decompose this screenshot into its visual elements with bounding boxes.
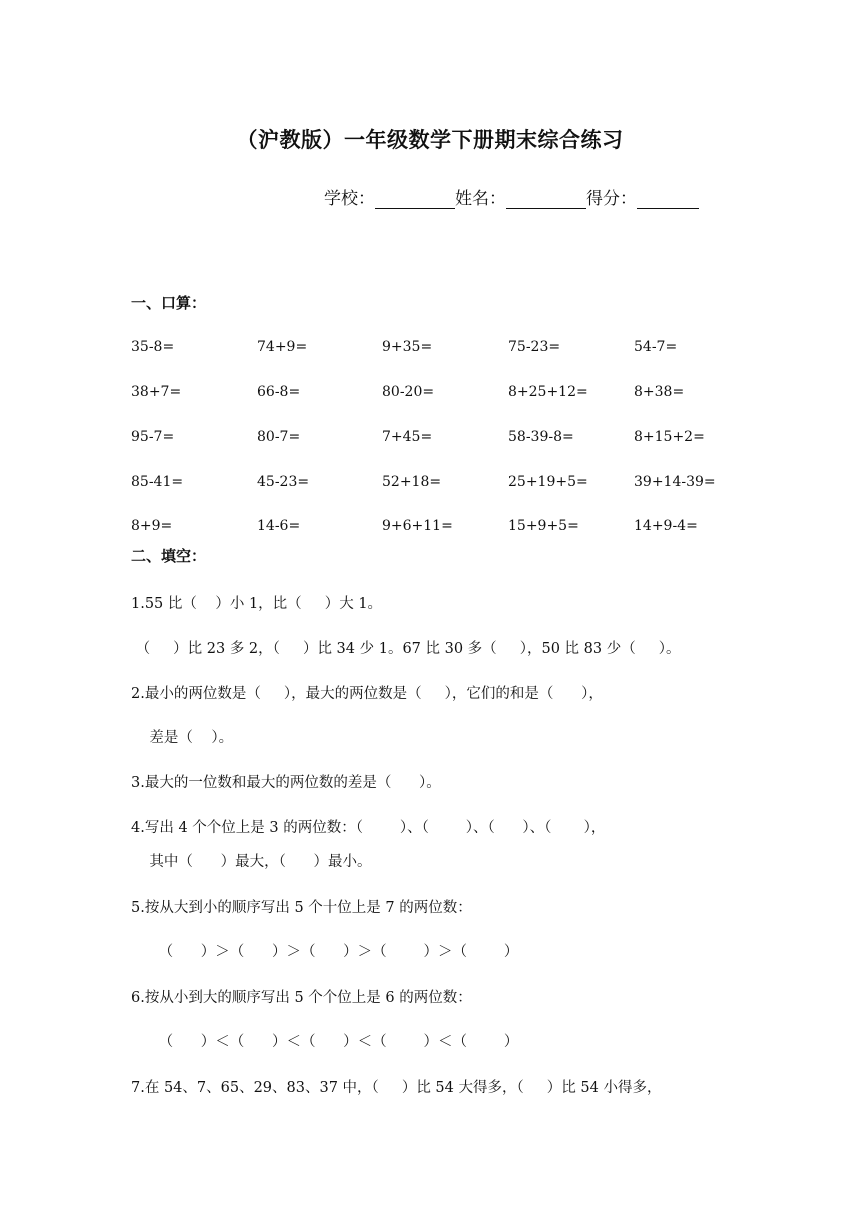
calc-item: 8+15+2= (634, 429, 705, 445)
question-line: 5.按从大到小的顺序写出 5 个十位上是 7 的两位数： (131, 900, 472, 916)
calc-item: 9+35= (382, 339, 433, 355)
calc-item: 75-23= (508, 339, 561, 355)
calc-item: 38+7= (131, 384, 182, 400)
calc-item: 14-6= (257, 518, 301, 534)
question-line: 差是（ ）。 (131, 730, 234, 746)
calc-item: 35-8= (131, 339, 175, 355)
calc-item: 7+45= (382, 429, 433, 445)
calc-item: 54-7= (634, 339, 678, 355)
score-blank[interactable] (637, 190, 699, 209)
section-heading-mental-math: 一、口算： (131, 294, 207, 312)
question-line: 3.最大的一位数和最大的两位数的差是（ ）。 (131, 775, 441, 791)
calc-item: 9+6+11= (382, 518, 453, 534)
answer-sequence-line: （ ）＞（ ）＞（ ）＞（ ）＞（ ） (131, 944, 519, 960)
calc-item: 58-39-8= (508, 429, 574, 445)
page-title: （沪教版）一年级数学下册期末综合练习 (236, 128, 624, 152)
question-line: （ ）比 23 多 2，（ ）比 34 少 1。67 比 30 多（ ），50 比 83 少（ ）。 (131, 641, 681, 657)
name-label: 姓名： (455, 189, 506, 209)
question-line: 4.写出 4 个个位上是 3 的两位数：（ ）、（ ）、（ ）、（ ）， (131, 820, 606, 836)
calc-item: 25+19+5= (508, 474, 588, 490)
question-line: 其中（ ）最大，（ ）最小。 (131, 854, 372, 870)
question-line: 6.按从小到大的顺序写出 5 个个位上是 6 的两位数： (131, 990, 472, 1006)
calc-item: 66-8= (257, 384, 301, 400)
question-line: 7.在 54、7、65、29、83、37 中，（ ）比 54 大得多，（ ）比 54 小得多， (131, 1080, 662, 1096)
calc-item: 15+9+5= (508, 518, 579, 534)
calc-item: 80-7= (257, 429, 301, 445)
answer-sequence-line: （ ）＜（ ）＜（ ）＜（ ）＜（ ） (131, 1034, 519, 1050)
calc-item: 8+25+12= (508, 384, 588, 400)
question-line: 2.最小的两位数是（ ），最大的两位数是（ ），它们的和是（ ）， (131, 686, 603, 702)
school-blank[interactable] (375, 190, 455, 209)
calc-item: 85-41= (131, 474, 184, 490)
calc-item: 45-23= (257, 474, 310, 490)
calc-item: 39+14-39= (634, 474, 716, 490)
score-label: 得分： (586, 189, 637, 209)
section-heading-fill-blanks: 二、填空： (131, 547, 207, 565)
question-line: 1.55 比（ ）小 1，比（ ）大 1。 (131, 596, 383, 612)
calc-item: 14+9-4= (634, 518, 698, 534)
school-label: 学校： (324, 189, 375, 209)
calc-item: 8+9= (131, 518, 173, 534)
name-blank[interactable] (506, 190, 586, 209)
calc-item: 8+38= (634, 384, 685, 400)
calc-item: 52+18= (382, 474, 442, 490)
student-info-line (324, 184, 699, 209)
calc-item: 95-7= (131, 429, 175, 445)
calc-item: 74+9= (257, 339, 308, 355)
calc-item: 80-20= (382, 384, 435, 400)
